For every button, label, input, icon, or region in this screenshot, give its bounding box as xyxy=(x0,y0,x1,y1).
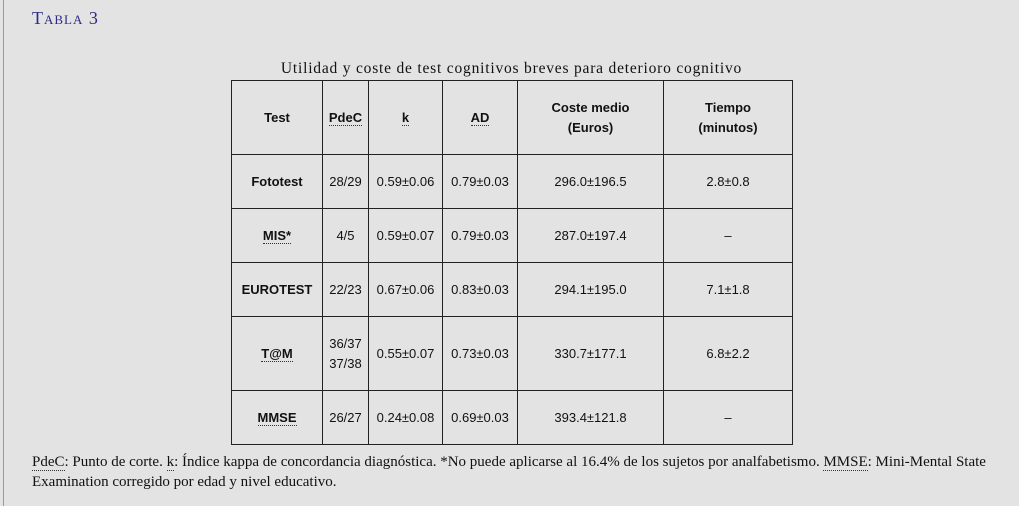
footnote-pdec-text: : Punto de corte. xyxy=(64,454,167,470)
cell-ad: 0.79±0.03 xyxy=(443,155,518,209)
footnote-k-text: : Índice kappa de concordancia diagnóstica. *No puede aplicarse al 16.4% de los sujetos por analfabetismo. xyxy=(174,454,824,470)
cell-coste: 296.0±196.5 xyxy=(518,155,664,209)
cell-tiempo: – xyxy=(664,209,793,263)
cell-ad: 0.73±0.03 xyxy=(443,317,518,391)
table-row xyxy=(232,391,793,445)
cell-pdec: 28/29 xyxy=(323,155,369,209)
cell-tiempo: – xyxy=(664,391,793,445)
footnote-abbr-k: k xyxy=(166,454,175,470)
table-row xyxy=(232,155,793,209)
cell-test: MMSE xyxy=(232,391,323,445)
cell-test: EUROTEST xyxy=(232,263,323,317)
cell-tiempo: 7.1±1.8 xyxy=(664,263,793,317)
cell-pdec: 22/23 xyxy=(323,263,369,317)
header-pdec: PdeC xyxy=(323,81,369,155)
cell-test: MIS* xyxy=(232,209,323,263)
cell-coste: 393.4±121.8 xyxy=(518,391,664,445)
cell-k: 0.24±0.08 xyxy=(369,391,443,445)
cell-tiempo: 2.8±0.8 xyxy=(664,155,793,209)
cell-ad: 0.79±0.03 xyxy=(443,209,518,263)
cell-k: 0.67±0.06 xyxy=(369,263,443,317)
table-row xyxy=(232,317,793,391)
table-number-label: Tabla 3 xyxy=(32,8,99,28)
table-caption: Utilidad y coste de test cognitivos breves para deterioro cognitivo xyxy=(280,60,743,77)
footnote-abbr-pdec: PdeC xyxy=(32,454,65,470)
cell-k: 0.55±0.07 xyxy=(369,317,443,391)
cell-test: T@M xyxy=(232,317,323,391)
footnote-abbr-mmse: MMSE xyxy=(823,454,868,470)
cell-coste: 287.0±197.4 xyxy=(518,209,664,263)
table-row xyxy=(232,209,793,263)
cell-pdec: 36/37 37/38 xyxy=(323,317,369,391)
header-row xyxy=(232,81,793,155)
header-coste: Coste medio (Euros) xyxy=(518,81,664,155)
data-table xyxy=(231,80,793,445)
header-tiempo: Tiempo (minutos) xyxy=(664,81,793,155)
header-k: k xyxy=(369,81,443,155)
table-row xyxy=(232,263,793,317)
cell-coste: 330.7±177.1 xyxy=(518,317,664,391)
cell-k: 0.59±0.06 xyxy=(369,155,443,209)
footnote-mmse-text: : Mini-Mental State Examination corregido por edad y nivel educativo. xyxy=(32,454,986,490)
cell-tiempo: 6.8±2.2 xyxy=(664,317,793,391)
cell-k: 0.59±0.07 xyxy=(369,209,443,263)
cell-ad: 0.83±0.03 xyxy=(443,263,518,317)
cell-pdec: 4/5 xyxy=(323,209,369,263)
table-footnote xyxy=(32,452,992,492)
cell-pdec: 26/27 xyxy=(323,391,369,445)
cell-ad: 0.69±0.03 xyxy=(443,391,518,445)
cell-test: Fototest xyxy=(232,155,323,209)
header-ad: AD xyxy=(443,81,518,155)
header-test: Test xyxy=(232,81,323,155)
cell-coste: 294.1±195.0 xyxy=(518,263,664,317)
